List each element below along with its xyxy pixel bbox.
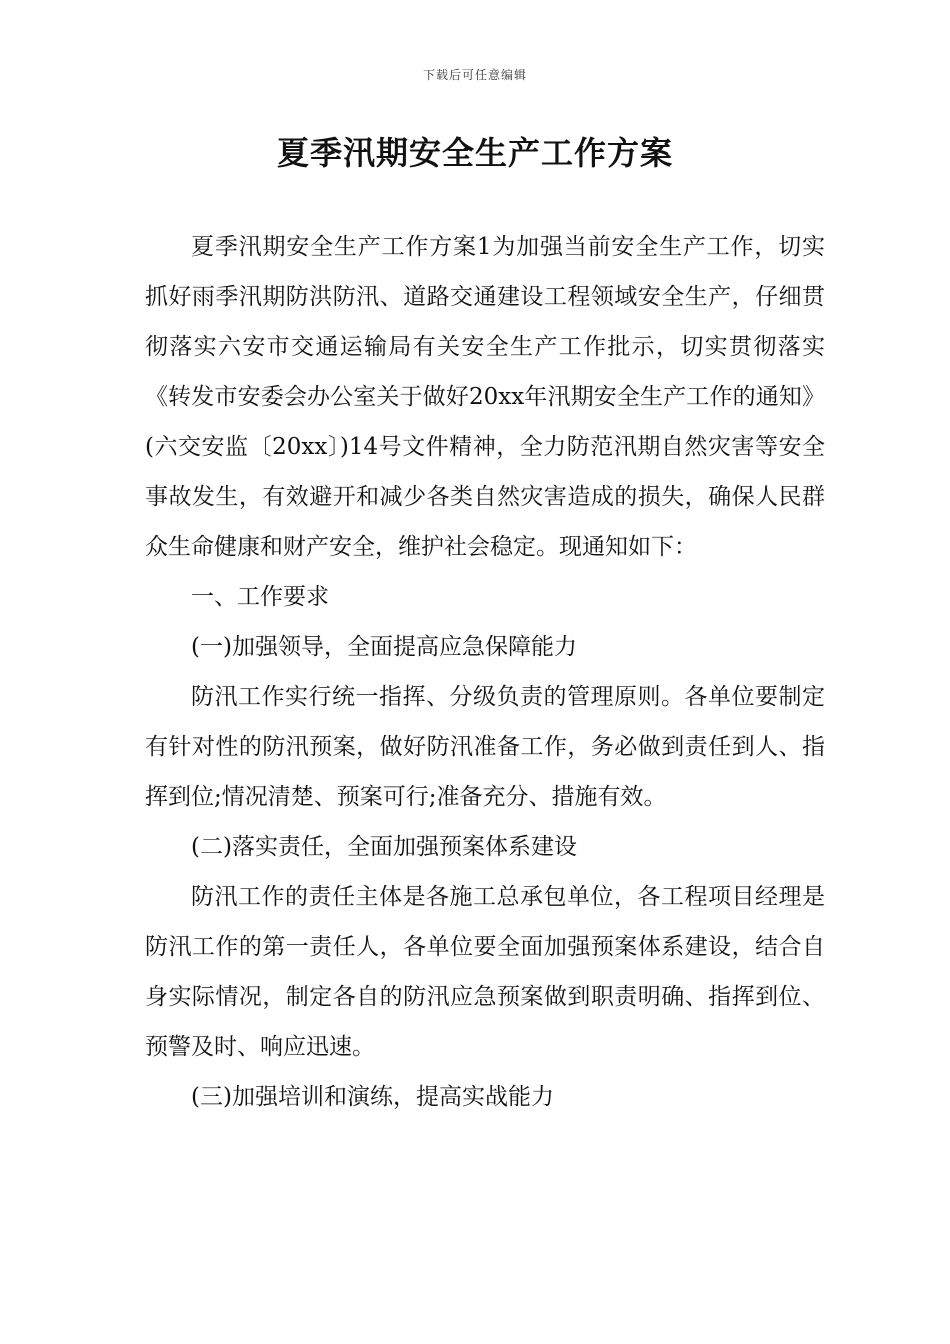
subsection-heading-2: (二)落实责任，全面加强预案体系建设	[191, 834, 577, 860]
document-body	[145, 222, 825, 1122]
header-note: 下载后可任意编辑	[422, 68, 527, 82]
section-heading-work-requirements: 一、工作要求	[191, 584, 329, 610]
paragraph-subsection-2: 防汛工作的责任主体是各施工总承包单位，各工程项目经理是防汛工作的第一责任人，各单位要全面加强预案体系建设，结合自身实际情况，制定各自的防汛应急预案做到职责明确、指挥到位、预警及时、响应迅速。	[145, 884, 825, 1060]
paragraph-subsection-1: 防汛工作实行统一指挥、分级负责的管理原则。各单位要制定有针对性的防汛预案，做好防汛准备工作，务必做到责任到人、指挥到位;情况清楚、预案可行;准备充分、措施有效。	[145, 684, 825, 810]
subsection-heading-3: (三)加强培训和演练，提高实战能力	[191, 1084, 554, 1110]
document-title: 夏季汛期安全生产工作方案	[276, 134, 673, 172]
paragraph-intro: 夏季汛期安全生产工作方案1为加强当前安全生产工作，切实抓好雨季汛期防洪防汛、道路交通建设工程领域安全生产，仔细贯彻落实六安市交通运输局有关安全生产工作批示，切实贯彻落实《转发市安委会办公室关于做好20xx年汛期安全生产工作的通知》(六交安监〔20xx〕)14号文件精神，全力防范汛期自然灾害等安全事故发生，有效避开和减少各类自然灾害造成的损失，确保人民群众生命健康和财产安全，维护社会稳定。现通知如下：	[145, 234, 825, 560]
subsection-heading-1: (一)加强领导，全面提高应急保障能力	[191, 634, 577, 660]
